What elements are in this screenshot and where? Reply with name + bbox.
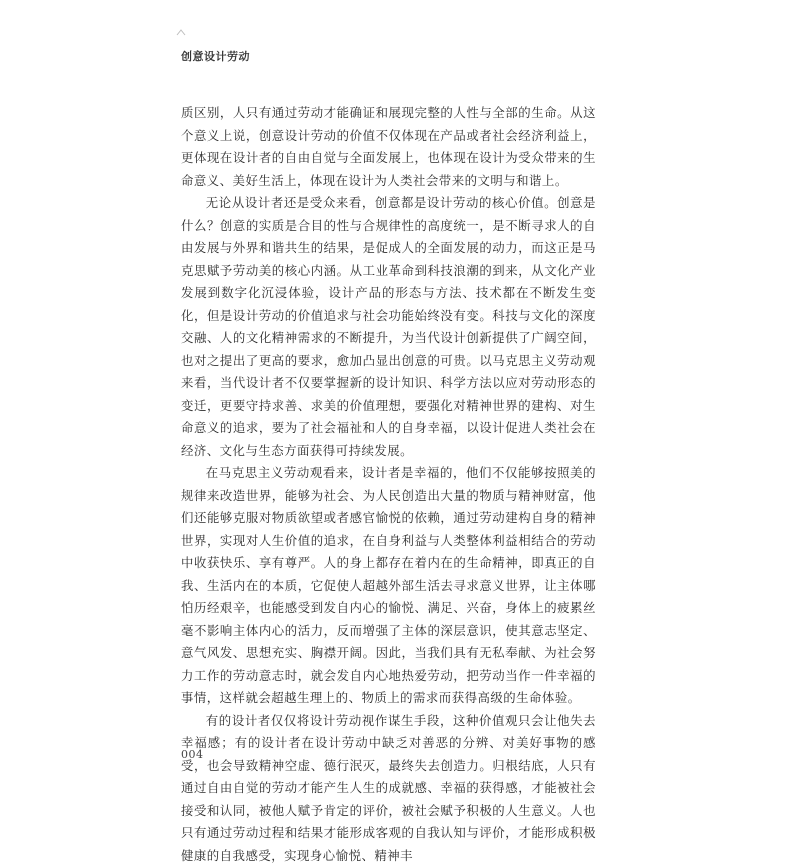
body-text xyxy=(181,102,596,867)
paragraph-4: 有的设计者仅仅将设计劳动视作谋生手段，这种价值观只会让他失去幸福感；有的设计者在设计劳动中缺乏对善恶的分辨、对美好事物的感受，也会导致精神空虚、德行泯灭，最终失去创造力。归根结底，人只有通过自由自觉的劳动才能产生人生的成就感、幸福的获得感，才能被社会接受和认同，被他人赋予肯定的评价，被社会赋予积极的人生意义。人也只有通过劳动过程和结果才能形成客观的自我认知与评价，才能形成积极健康的自我感受，实现身心愉悦、精神丰 xyxy=(181,710,596,867)
page-number: 004 xyxy=(181,748,204,761)
paragraph-2: 无论从设计者还是受众来看，创意都是设计劳动的核心价值。创意是什么？创意的实质是合目的性与合规律性的高度统一，是不断寻求人的自由发展与外界和谐共生的结果，是促成人的全面发展的动力，而这正是马克思赋予劳动美的核心内涵。从工业革命到科技浪潮的到来，从文化产业发展到数字化沉浸体验，设计产品的形态与方法、技术都在不断发生变化，但是设计劳动的价值追求与社会功能始终没有变。科技与文化的深度交融、人的文化精神需求的不断提升，为当代设计创新提供了广阔空间，也对之提出了更高的要求，愈加凸显出创意的可贵。以马克思主义劳动观来看，当代设计者不仅要掌握新的设计知识、科学方法以应对劳动形态的变迁，更要守持求善、求美的价值理想，要强化对精神世界的建构、对生命意义的追求，要为了社会福祉和人的自身幸福，以设计促进人类社会在经济、文化与生态方面获得可持续发展。 xyxy=(181,192,596,462)
running-header: 创意设计劳动 xyxy=(181,48,250,64)
paragraph-1: 质区别，人只有通过劳动才能确证和展现完整的人性与全部的生命。从这个意义上说，创意设计劳动的价值不仅体现在产品或者社会经济利益上，更体现在设计者的自由自觉与全面发展上，也体现在设计为受众带来的生命意义、美好生活上，体现在设计为人类社会带来的文明与和谐上。 xyxy=(181,102,596,192)
paragraph-3: 在马克思主义劳动观看来，设计者是幸福的，他们不仅能够按照美的规律来改造世界，能够为社会、为人民创造出大量的物质与精神财富，他们还能够克服对物质欲望或者感官愉悦的依赖，通过劳动建构自身的精神世界，实现对人生价值的追求，在自身利益与人类整体利益相结合的劳动中收获快乐、享有尊严。人的身上都存在着内在的生命精神，即真正的自我、生活内在的本质，它促使人超越外部生活去寻求意义世界，让主体哪怕历经艰辛，也能感受到发自内心的愉悦、满足、兴奋，身体上的疲累丝毫不影响主体内心的活力，反而增强了主体的深层意识，使其意志坚定、意气风发、思想充实、胸襟开阔。因此，当我们具有无私奉献、为社会努力工作的劳动意志时，就会发自内心地热爱劳动，把劳动当作一件幸福的事情，这样就会超越生理上的、物质上的需求而获得高级的生命体验。 xyxy=(181,462,596,710)
chevron-up-icon xyxy=(176,28,186,38)
